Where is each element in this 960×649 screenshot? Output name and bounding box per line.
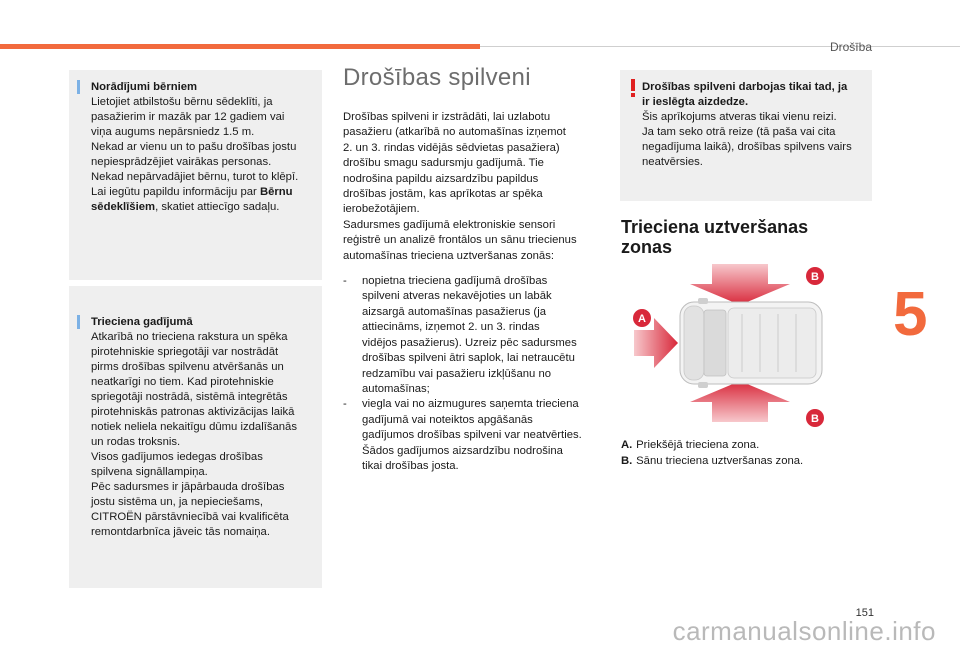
airbags-intro: Drošības spilveni ir izstrādāti, lai uzlabotu pasažieru (atkarībā no automašīnas izņemot 2. un 3. rindas vidējās sēdvietas pasažiera) drošību smagu sadursmju gadījumā. Tie nodrošina papildu aizsardzību papildus drošības jostām, kas aprīkotas ar spēka ierobežotājiem. Sadursmes gadījumā elektroniskie sensori reģistrē un analizē frontālos un sānu triecienus automašīnas trieciena uztveršanas zonās: — [343, 111, 577, 262]
car-top-view — [680, 298, 822, 388]
zone-marker-a — [633, 309, 651, 327]
header-accent-bar — [0, 44, 480, 49]
list-item: - nopietna trieciena gadījumā drošības spilveni atveras nekavējoties un labāk aizsargā automašīnas pasažierus (ja attiecināms, izņemot 2. un 3. rindas vidējos pasažierus). Uzreiz pēc sadursmes drošības spilveni ātri saplok, lai netraucētu redzamību vai pasažieru izkļūšanu no automašīnas; — [343, 275, 577, 395]
child-notes-title: Norādījumi bērniem — [91, 81, 198, 93]
svg-text:A: A — [638, 313, 646, 325]
info-marker — [77, 80, 80, 94]
impact-zones-diagram — [632, 258, 828, 428]
page-number: 151 — [855, 607, 874, 619]
svg-text:B: B — [811, 271, 819, 283]
warning-box — [620, 70, 872, 201]
warning-title: Drošības spilveni darbojas tikai tad, ja ir ieslēgta aizdedze. — [642, 81, 848, 108]
warning-icon — [628, 79, 638, 97]
info-marker — [77, 315, 80, 329]
child-notes-box — [69, 70, 322, 280]
watermark: carmanualsonline.info — [672, 616, 936, 646]
zone-marker-b-bottom — [806, 409, 824, 427]
svg-text:B: B — [811, 413, 819, 425]
warning-body: Šis aprīkojums atveras tikai vienu reizi. Ja tam seko otrā reize (tā paša vai cita negadījuma laikā), drošības spilvens vairs neatvērsies. — [642, 111, 852, 168]
airbags-title: Drošības spilveni — [343, 64, 531, 91]
zone-marker-b-top — [806, 267, 824, 285]
list-item: - viegla vai no aizmugures saņemta trieciena gadījumā vai noteiktos apgāšanās gadījumos drošības spilveni var neatvērties. Šādos gadījumos aizsardzību nodrošina tikai drošības josta. — [343, 398, 582, 472]
legend-item-front: A. Priekšējā trieciena zona. — [621, 439, 760, 451]
child-notes-body: Lietojiet atbilstošu bērnu sēdeklīti, ja pasažierim ir mazāk par 12 gadiem vai viņa augums nepārsniedz 1.5 m. Nekad ar vienu un to pašu drošības jostu nepiesprādzējiet vairākas personas. Nekad nepārvadājiet bērnu, turot to klēpī. Lai iegūtu papildu informāciju par Bērnu sēdeklīšiem, skatiet attiecīgo sadaļu. — [91, 96, 299, 213]
legend-item-side: B. Sānu trieciena uztveršanas zona. — [621, 455, 804, 467]
header-divider — [480, 46, 960, 47]
zones-title: Trieciena uztveršanas zonas — [621, 217, 809, 257]
child-seats-link: Bērnu — [259, 186, 293, 198]
zones-legend — [621, 437, 803, 469]
collision-notes-title: Trieciena gadījumā — [91, 316, 193, 328]
airbags-bullet-list — [343, 274, 605, 474]
child-seats-link-2: sēdeklīšiem — [91, 201, 156, 213]
collision-notes-box — [69, 286, 322, 588]
collision-notes-body: Atkarībā no trieciena rakstura un spēka pirotehniskie spriegotāji var nostrādāt pirms drošības spilvenu atvēršanās un neatkarīgi no tiem. Kad pirotehniskie spriegotāji nostrādā, sistēmā integrētās pirotehniskās patronas aktivizācijas laikā notiek neliela nekaitīgu dūmu izdalīšanās un rodas troksnis. Visos gadījumos iedegas drošības spilvena signāllampiņa. Pēc sadursmes ir jāpārbauda drošības jostu sistēma un, ja nepieciešams, CITROËN pārstāvniecībā vai kvalificēta remontdarbnīca jāveic tās nomaiņa. — [91, 331, 297, 538]
section-header: Drošība — [829, 40, 872, 54]
airbags-section — [343, 64, 605, 474]
chapter-number: 5 — [893, 280, 928, 349]
